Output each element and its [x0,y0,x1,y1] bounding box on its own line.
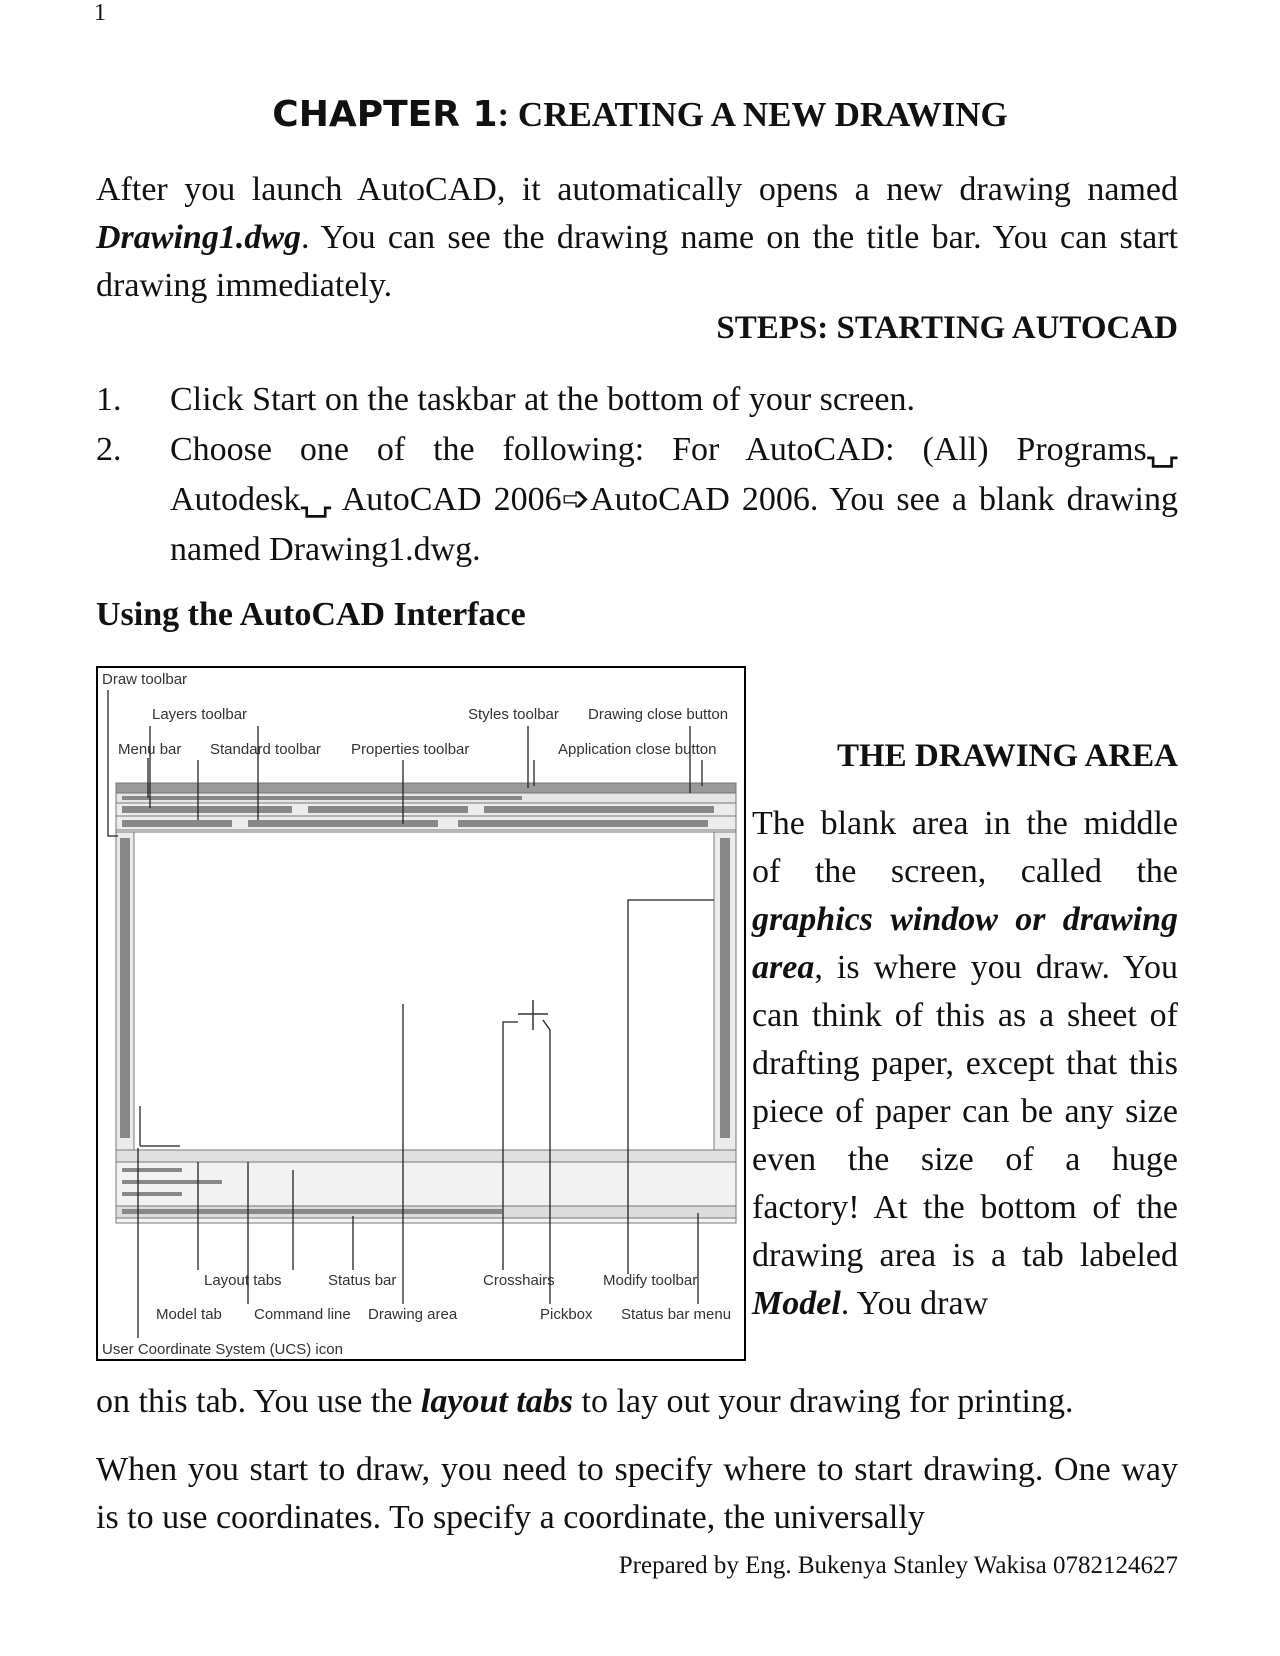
label-ucs-icon: User Coordinate System (UCS) icon [102,1341,343,1358]
continuation-text-1: on this tab. You use the [96,1383,421,1420]
chapter-prefix: CHAPTER 1 [272,94,498,135]
label-command-line: Command line [254,1306,351,1323]
label-properties-toolbar: Properties toolbar [351,741,470,758]
label-draw-toolbar: Draw toolbar [102,671,188,688]
label-modify-toolbar: Modify toolbar [603,1272,698,1289]
label-layout-tabs: Layout tabs [204,1272,282,1289]
page-number: 1 [94,0,106,26]
label-application-close-button: Application close button [558,741,717,758]
step-text: Choose one of the following: For AutoCAD: (All) Programs⍽ Autodesk⍽ AutoCAD 2006➩AutoCAD 2006. You see a blank drawing named Drawing1.dwg. [170,431,1178,568]
footer-credit: Prepared by Eng. Bukenya Stanley Wakisa 0782124627 [618,1552,1178,1579]
label-standard-toolbar: Standard toolbar [210,741,321,758]
coordinates-paragraph: When you start to draw, you need to specify where to start drawing. One way is to use coordinates. To specify a coordinate, the universally [96,1451,1178,1536]
label-menu-bar: Menu bar [118,741,182,758]
label-drawing-area: Drawing area [368,1306,458,1323]
intro-paragraph [96,166,1178,310]
chapter-heading: : CREATING A NEW DRAWING [497,95,1008,134]
autocad-window [116,783,736,1223]
intro-filename: Drawing1.dwg [96,219,301,256]
label-crosshairs: Crosshairs [483,1272,555,1289]
label-pickbox: Pickbox [540,1306,593,1323]
intro-text-1: After you launch AutoCAD, it automatically opens a new drawing named [96,171,1178,208]
drawing-area-text-1: The blank area in the middle of the screen, called the [752,805,1178,890]
model-term: Model [752,1285,841,1322]
drawing-area-heading: THE DRAWING AREA [836,738,1178,774]
drawing-area-text-3: . You draw [840,1285,989,1322]
label-drawing-close-button: Drawing close button [588,706,729,723]
label-status-bar-menu: Status bar menu [621,1306,732,1323]
step-text: Click Start on the taskbar at the bottom of your screen. [170,381,915,418]
label-status-bar: Status bar [328,1272,397,1289]
label-model-tab: Model tab [156,1306,222,1323]
drawing-area-text-2: , is where you draw. You can think of this as a sheet of drafting paper, except that this piece of paper can be any size even the size of a huge factory! At the bottom of the drawing area is a tab labeled [752,949,1178,1274]
drawing-area-paragraph [752,800,1178,1328]
list-item [96,375,1178,425]
continuation-text-2: to lay out your drawing for printing. [573,1383,1074,1420]
chapter-title [0,94,1280,135]
interface-heading: Using the AutoCAD Interface [96,596,526,633]
step-number: 1. [96,381,122,418]
layout-tabs-term: layout tabs [420,1383,573,1420]
continuation-line [96,1378,1178,1426]
figure-svg [98,668,744,1359]
steps-heading: STEPS: STARTING AUTOCAD [716,310,1178,346]
label-layers-toolbar: Layers toolbar [152,706,248,723]
label-styles-toolbar: Styles toolbar [468,706,559,723]
list-item [96,425,1178,575]
autocad-interface-figure [96,666,746,1361]
drawing-area-term: graphics window or drawing area [752,901,1178,986]
intro-text-2: . You can see the drawing name on the title bar. You can start drawing immediately. [96,219,1178,304]
step-number: 2. [96,431,122,468]
